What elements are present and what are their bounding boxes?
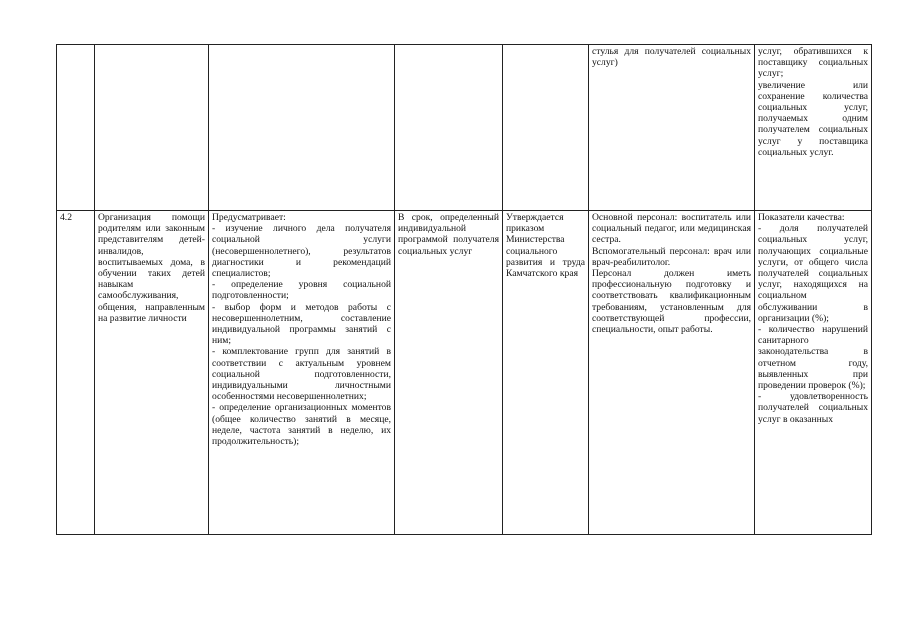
cell-service-name xyxy=(95,45,209,211)
cell-deadline-text: В срок, определенный индивидуальной программой получателя социальных услуг xyxy=(398,212,499,257)
cell-content xyxy=(209,211,395,535)
cell-staff xyxy=(589,45,755,211)
cell-service-name xyxy=(95,211,209,535)
cell-staff xyxy=(589,211,755,535)
services-table xyxy=(56,44,872,535)
cell-number xyxy=(57,211,95,535)
cell-indicators-text: услуг, обратившихся к поставщику социальных услуг; увеличение или сохранение количества социальных услуг, получаемых одним получателем социальных услуг у поставщика социальных услуг. xyxy=(758,46,868,158)
cell-standard-text: Утверждается приказом Министерства социального развития и труда Камчатского края xyxy=(506,212,585,280)
cell-standard xyxy=(503,211,589,535)
cell-staff-text: стулья для получателей социальных услуг) xyxy=(592,46,751,69)
cell-standard xyxy=(503,45,589,211)
table-row xyxy=(57,211,872,535)
cell-content xyxy=(209,45,395,211)
cell-service-name-text: Организация помощи родителям или законным представителям детей-инвалидов, воспитываемых дома, в обучении таких детей навыкам самообслуживания, общения, направленным на развитие личности xyxy=(98,212,205,324)
cell-deadline xyxy=(395,211,503,535)
cell-deadline xyxy=(395,45,503,211)
cell-staff-text: Основной персонал: воспитатель или социальный педагог, или медицинская сестра. Вспомогательный персонал: врач или врач-реабилитолог. Персонал должен иметь профессиональную подготовку и соответствовать квалификационным требованиям, установленным для соответствующей профессии, специальности, опыт работы. xyxy=(592,212,751,336)
cell-indicators xyxy=(755,45,872,211)
cell-number xyxy=(57,45,95,211)
table-row xyxy=(57,45,872,211)
cell-content-text: Предусматривает: - изучение личного дела получателя социальной услуги (несовершеннолетнего), результатов диагностики и рекомендаций специалистов; - определение уровня социальной подготовленности; - выбор форм и методов работы с несовершеннолетним, составление индивидуальной программы занятий с ним; - комплектование групп для занятий в соответствии с актуальным уровнем социальной подготовленности, индивидуальными личностными особенностями несовершеннолетних; - определение организационных моментов (общее количество занятий в месяце, неделе, частота занятий в неделю, их продолжительность); xyxy=(212,212,391,448)
cell-indicators-text: Показатели качества: - доля получателей социальных услуг, получающих социальные услуги, от общего числа получателей социальных услуг, находящихся на социальном обслуживании в организации (%); - количество нарушений санитарного законодательства в отчетном году, выявленных при проведении проверок (%); - удовлетворенность получателей социальных услуг в оказанных xyxy=(758,212,868,425)
cell-number-text: 4.2 xyxy=(60,212,72,223)
cell-indicators xyxy=(755,211,872,535)
